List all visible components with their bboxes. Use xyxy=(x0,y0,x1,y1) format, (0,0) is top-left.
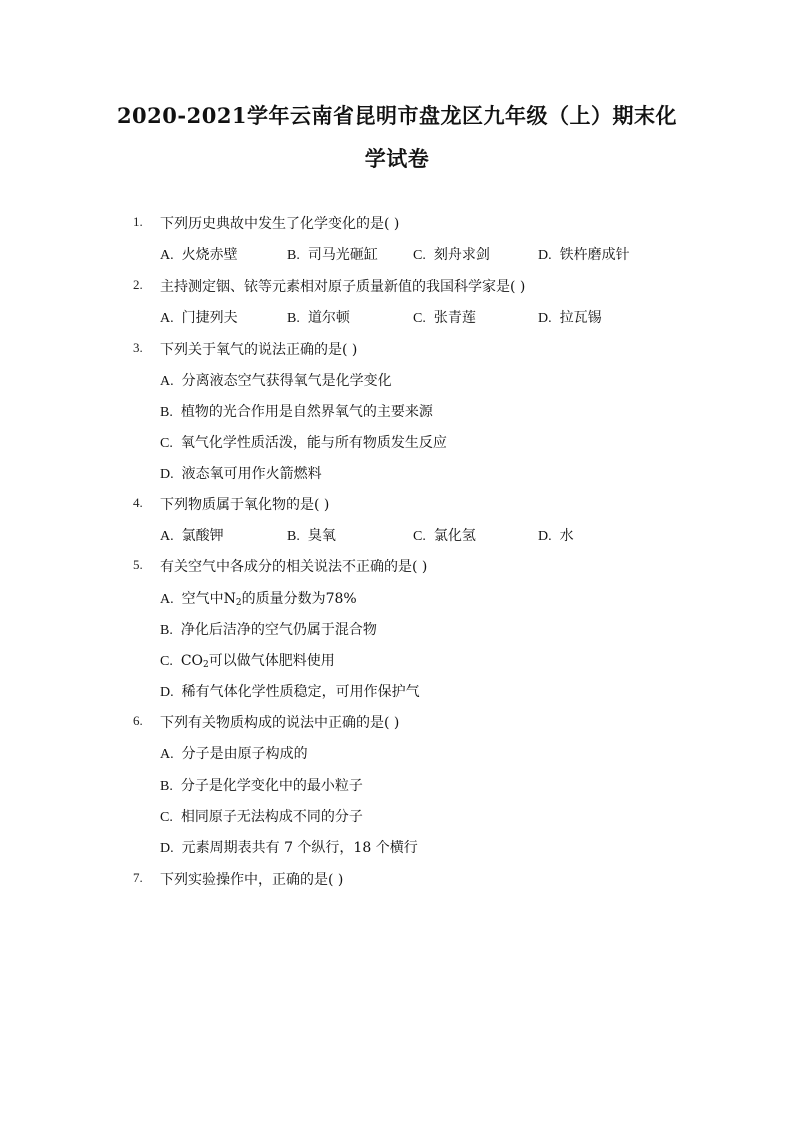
question-1-text: 下列历史典故中发生了化学变化的是( ) xyxy=(160,216,400,232)
question-1-number: 1. xyxy=(133,214,143,229)
question-2-text: 主持测定铟、铱等元素相对原子质量新值的我国科学家是( ) xyxy=(160,279,526,295)
question-1-option-d: D. 铁杵磨成针 xyxy=(538,247,630,263)
question-6-number: 6. xyxy=(133,713,143,728)
question-2-option-a: A. 门捷列夫 xyxy=(160,310,238,326)
exam-title-line-1: 2020-2021学年云南省昆明市盘龙区九年级（上）期末化 xyxy=(116,103,678,128)
question-6-option-d: D. 元素周期表共有 7 个纵行，18 个横行 xyxy=(160,840,418,856)
question-5-option-b: B. 净化后洁净的空气仍属于混合物 xyxy=(160,622,377,638)
question-4-option-c: C. 氯化氢 xyxy=(413,528,476,544)
question-3-option-d: D. 液态氧可用作火箭燃料 xyxy=(160,466,322,482)
question-1-option-c: C. 刻舟求剑 xyxy=(413,247,490,263)
question-3-option-a: A. 分离液态空气获得氧气是化学变化 xyxy=(160,373,392,389)
question-3-option-c: C. 氧气化学性质活泼，能与所有物质发生反应 xyxy=(160,435,447,451)
question-4-text: 下列物质属于氧化物的是( ) xyxy=(160,497,330,513)
question-7-number: 7. xyxy=(133,870,143,885)
question-4-option-b: B. 臭氧 xyxy=(287,528,336,544)
question-2-option-c: C. 张青莲 xyxy=(413,310,476,326)
question-5-option-a: A. 空气中$N_2$的质量分数为78% xyxy=(160,591,357,608)
question-7-text: 下列实验操作中，正确的是( ) xyxy=(160,872,344,888)
exam-title-line-2: 学试卷 xyxy=(364,146,430,171)
question-6-option-b: B. 分子是化学变化中的最小粒子 xyxy=(160,778,363,794)
question-4-option-a: A. 氯酸钾 xyxy=(160,528,224,544)
question-1-option-a: A. 火烧赤壁 xyxy=(160,247,238,263)
question-3-text: 下列关于氧气的说法正确的是( ) xyxy=(160,342,358,358)
question-6-option-c: C. 相同原子无法构成不同的分子 xyxy=(160,809,363,825)
question-3-option-b: B. 植物的光合作用是自然界氧气的主要来源 xyxy=(160,404,433,420)
question-6-option-a: A. 分子是由原子构成的 xyxy=(160,746,308,762)
question-2-option-d: D. 拉瓦锡 xyxy=(538,310,602,326)
question-4-option-d: D. 水 xyxy=(538,528,574,544)
question-5-text: 有关空气中各成分的相关说法不正确的是( ) xyxy=(160,559,428,575)
question-1-option-b: B. 司马光砸缸 xyxy=(287,247,378,263)
question-5-option-c: C. $CO_2$可以做气体肥料使用 xyxy=(160,653,335,670)
question-5-number: 5. xyxy=(133,557,143,572)
question-2-option-b: B. 道尔顿 xyxy=(287,310,350,326)
question-4-number: 4. xyxy=(133,495,143,510)
question-5-option-d: D. 稀有气体化学性质稳定，可用作保护气 xyxy=(160,684,420,700)
question-2-number: 2. xyxy=(133,277,143,292)
question-3-number: 3. xyxy=(133,340,143,355)
question-6-text: 下列有关物质构成的说法中正确的是( ) xyxy=(160,715,400,731)
